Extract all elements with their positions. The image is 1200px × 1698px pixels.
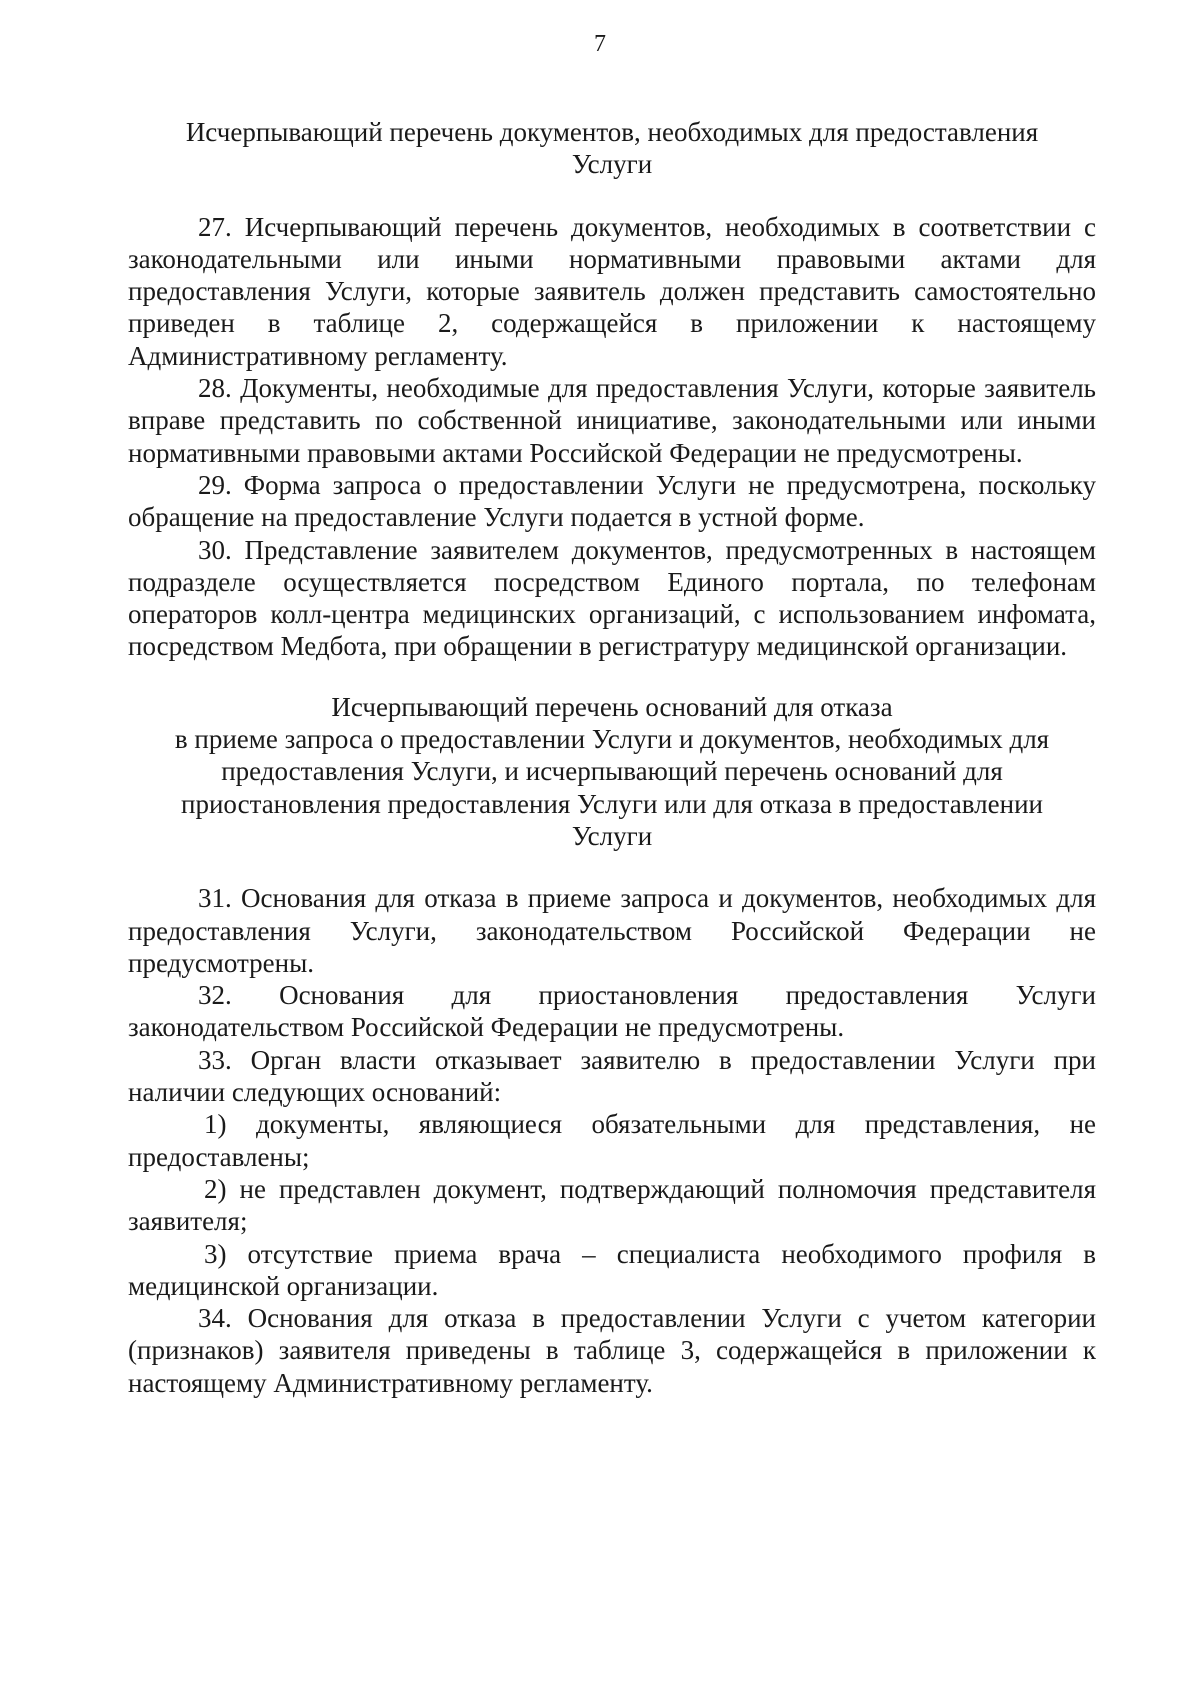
paragraph-27: 27. Исчерпывающий перечень документов, необходимых в соответствии с законодательными или иными нормативными правовыми актами для предоставления Услуги, которые заявитель должен представить самостоятельно приведен в таблице 2, содержащейся в приложении к настоящему Административному регламенту. (128, 211, 1096, 371)
paragraph-30: 30. Представление заявителем документов, предусмотренных в настоящем подразделе осуществляется посредством Единого портала, по телефонам операторов колл-центра медицинских организаций, с использованием инфомата, посредством Медбота, при обращении в регистратуру медицинской организации. (128, 534, 1096, 662)
paragraph-34: 34. Основания для отказа в предоставлении Услуги с учетом категории (признаков) заявителя приведены в таблице 3, содержащейся в приложении к настоящему Административному регламенту. (128, 1303, 1096, 1398)
paragraph-31: 31. Основания для отказа в приеме запроса и документов, необходимых для предоставления Услуги, законодательством Российской Федерации не предусмотрены. (128, 883, 1096, 978)
heading-line: предоставления Услуги, и исчерпывающий перечень оснований для (221, 756, 1003, 787)
paragraph-32: 32. Основания для приостановления предоставления Услуги законодательством Российской Федерации не предусмотрены. (128, 980, 1096, 1043)
heading-line: Услуги (571, 149, 653, 180)
section-heading-documents (128, 116, 1096, 181)
heading-line: в приеме запроса о предоставлении Услуги и документов, необходимых для (174, 724, 1050, 755)
list-item: 3) отсутствие приема врача – специалиста необходимого профиля в медицинской организации. (128, 1238, 1096, 1301)
list-item: 1) документы, являющиеся обязательными для представления, не предоставлены; (128, 1109, 1096, 1172)
list-item: 2) не представлен документ, подтверждающий полномочия представителя заявителя; (128, 1173, 1096, 1237)
heading-line: приостановления предоставления Услуги или для отказа в предоставлении (181, 788, 1043, 819)
paragraph-33: 33. Орган власти отказывает заявителю в предоставлении Услуги при наличии следующих оснований: (128, 1044, 1096, 1108)
heading-line: Исчерпывающий перечень оснований для отказа (331, 691, 893, 722)
paragraph-29: 29. Форма запроса о предоставлении Услуги не предусмотрена, поскольку обращение на предоставление Услуги подается в устной форме. (128, 469, 1096, 533)
section-heading-refusal-grounds (128, 691, 1096, 852)
document-body (128, 116, 1096, 1399)
heading-line: Исчерпывающий перечень документов, необходимых для предоставления (185, 117, 1039, 147)
page-number: 7 (594, 31, 606, 57)
heading-line: Услуги (571, 820, 653, 851)
paragraph-28: 28. Документы, необходимые для предоставления Услуги, которые заявитель вправе представить по собственной инициативе, законодательными или иными нормативными правовыми актами Российской Федерации не предусмотрены. (128, 373, 1096, 468)
